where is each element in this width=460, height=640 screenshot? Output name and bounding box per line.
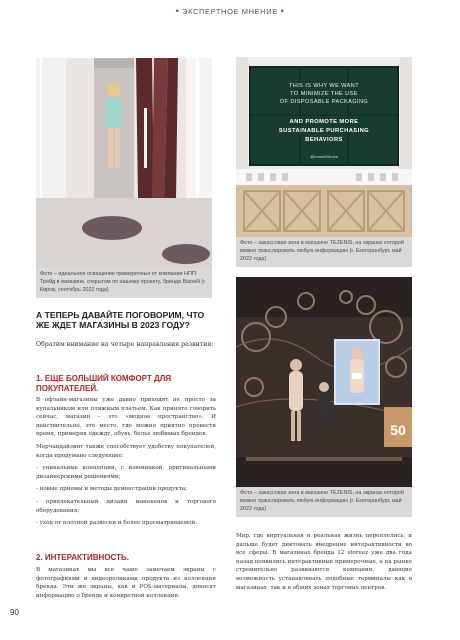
section1-list-item: - привлекательный дизайн манекенов и торгового оборудования; [36, 498, 216, 514]
article-heading: А ТЕПЕРЬ ДАВАЙТЕ ПОГОВОРИМ, ЧТО ЖЕ ЖДЕТ МАГАЗИНЫ В 2023 ГОДУ? [36, 310, 205, 330]
right-column-text: Мир, где виртуальная и реальная жизнь переплелись, и дальше будет диктовать внедрение интерактивности во все сферы. В магазинах бренда 12 storeez уже два года назад появились интерактивные примерочные, а на рынке стремительно развиваются компании, дающие возможность устанавливать подобные терминалы как в магазинах, так и в общих зонах торговых центров. [236, 533, 412, 591]
zone-bottom-caption: Фото – закассовая зона в магазине TEZENIS, на экранах которой можно транслировать любую информацию (г. Екатеринбург, май 2022 года) [236, 487, 412, 517]
tezenis-screen-photo [236, 57, 412, 237]
screen-line-2: TO MINIMIZE THE USE [290, 91, 358, 97]
section1-paragraph: Мерчандайзинг также способствует удобству покупателей, когда продумано следующее: [36, 443, 216, 459]
screen-line-1: THIS IS WHY WE WANT [288, 83, 360, 89]
screen-line-6: BEHAVIORS [305, 137, 343, 143]
banner-number: 50 [390, 422, 406, 438]
section1-list-item: - уникальные концепции, с изюминкой, оригинальными дизайнерскими решениями; [36, 465, 216, 480]
screen-line-5: SUSTAINABLE PURCHASING [278, 128, 370, 134]
section1-title: 1. ЕЩЕ БОЛЬШИЙ КОМФОРТ ДЛЯ ПОКУПАТЕЛЕЙ. [36, 374, 172, 393]
header-title: ЭКСПЕРТНОЕ МНЕНИЕ [182, 7, 278, 16]
fitting-room-photo [36, 58, 212, 268]
header-dot-right: • [280, 6, 285, 16]
section1-list-item: - уход от плотной развески и более просматриваемой. [36, 520, 197, 527]
page-number: 90 [10, 608, 19, 617]
fitting-room-caption: Фото – идеальное освещение примерочных от компании НПП-Трейд в магазине, открытом по нашему проекту, бренда Bianelli (г. Киров, сентябрь 2022 года) [36, 268, 212, 298]
section1-list-item: - новые приемы и методы демонстрации продукта; [36, 486, 188, 493]
lead-text: Обратим внимание на четыре направления развития: [36, 341, 214, 348]
screen-line-3: OF DISPOSABLE PACKAGING [279, 99, 369, 105]
screen-handle: @bonnieShoes [310, 154, 338, 159]
section1-paragraph: В офлайн-магазины уже давно приходят не просто за купальником или пляжным платьем. Как принято говорить сейчас, магазин – это «модное пространство». И действительно, это место, где можно приятно провести время, примеряя одежду, обувь, белье любимых брендов. [36, 397, 216, 438]
section-header [0, 6, 460, 16]
section2-body: В магазинах мы все чаще замечаем экраны с фотографиями и видеороликами продукта из коллекции бренда. Эти же экраны, как и POS-материалы, доносят информацию о бренде и конкретной коллекции. [36, 567, 216, 599]
screen-line-4: AND PROMOTE MORE [289, 119, 359, 125]
zone-top-caption: Фото – закассовая зона в магазине TEZENIS, на экранах которой можно транслировать любую информацию (г. Екатеринбург, май 2022 года) [236, 237, 412, 267]
header-dot-left: • [175, 6, 180, 16]
section2-title: 2. ИНТЕРАКТИВНОСТЬ. [36, 553, 129, 562]
section1-body [36, 396, 216, 532]
window-display-photo [236, 277, 412, 487]
